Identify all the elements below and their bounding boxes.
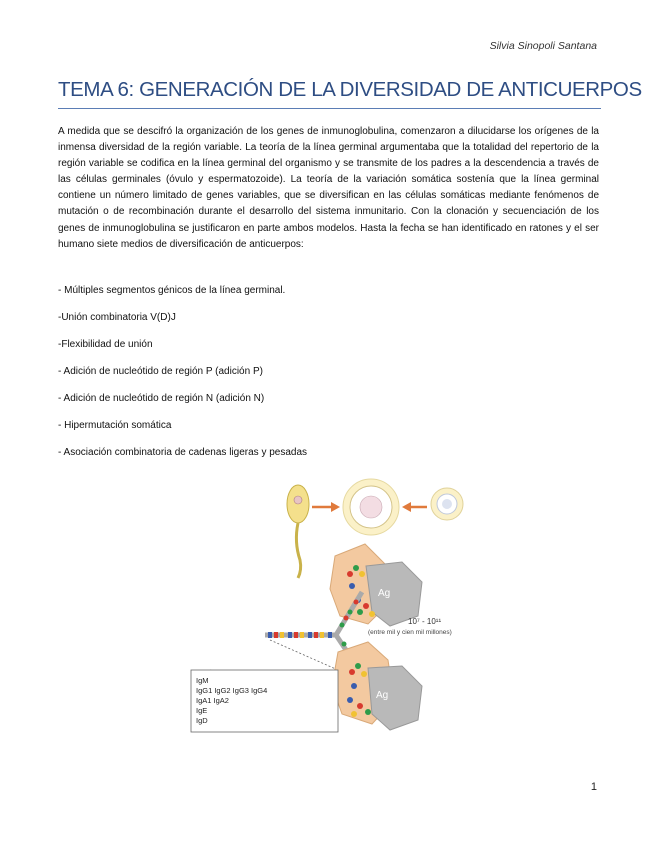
list-item: - Asociación combinatoria de cadenas ligeras y pesadas — [58, 447, 308, 458]
isotype-label: IgA1 IgA2 — [196, 696, 229, 705]
diversity-count: 10⁷ - 10¹¹ — [408, 617, 442, 626]
antigen-label: Ag — [378, 588, 391, 599]
isotype-label: IgD — [196, 716, 208, 725]
b-cell-lower — [332, 642, 422, 730]
arrow-icon — [312, 502, 340, 512]
isotype-label: IgE — [196, 706, 208, 715]
leader-line — [270, 640, 338, 670]
list-item: - Adición de nucleótido de región P (adición P) — [58, 366, 263, 377]
isotype-label: IgG1 IgG2 IgG3 IgG4 — [196, 686, 268, 695]
diversity-count-caption: (entre mil y cien mil millones) — [368, 629, 452, 636]
mechanism-list — [58, 284, 599, 473]
isotype-label: IgM — [196, 676, 209, 685]
small-cell-illustration — [431, 488, 463, 520]
sperm-illustration — [287, 485, 309, 578]
arrow-icon — [402, 502, 427, 512]
list-item: - Múltiples segmentos génicos de la línea germinal. — [58, 285, 286, 296]
list-item: -Unión combinatoria V(D)J — [58, 312, 176, 323]
antibody-diversity-figure — [190, 474, 480, 736]
list-item: -Flexibilidad de unión — [58, 339, 153, 350]
header-author: Silvia Sinopoli Santana — [489, 40, 597, 52]
list-item: - Hipermutación somática — [58, 420, 172, 431]
list-item: - Adición de nucleótido de región N (adición N) — [58, 393, 265, 404]
intro-paragraph: A medida que se descifró la organización de los genes de inmunoglobulina, comenzaron a dilucidarse los orígenes de la inmensa diversidad de la región variable. La teoría de la línea germinal argumentaba que la totalidad del repertorio de la región variable se codifica en la línea germinal del organismo y se transmite de los padres a la descendencia a través de las células germinales (óvulo y espermatozoide). La teoría de la variación somática sostenía que la línea germinal contiene un número limitado de genes variables, que se diversifican en las células somáticas mediante fenómenos de mutación o de recombinación durante el desarrollo del sistema inmunitario. Con la clonación y secuenciación de los genes de inmunoglobulina se justificaron en parte ambos modelos. Hasta la fecha se han identificado en ratones y el ser humano siete medios de diversificación de anticuerpos: — [58, 126, 599, 250]
page-number: 1 — [590, 781, 597, 793]
page-title: TEMA 6: GENERACIÓN DE LA DIVERSIDAD DE ANTICUERPOS — [58, 78, 601, 109]
egg-illustration — [343, 479, 399, 535]
antigen-label: Ag — [376, 690, 389, 701]
b-cell-upper — [330, 544, 422, 626]
